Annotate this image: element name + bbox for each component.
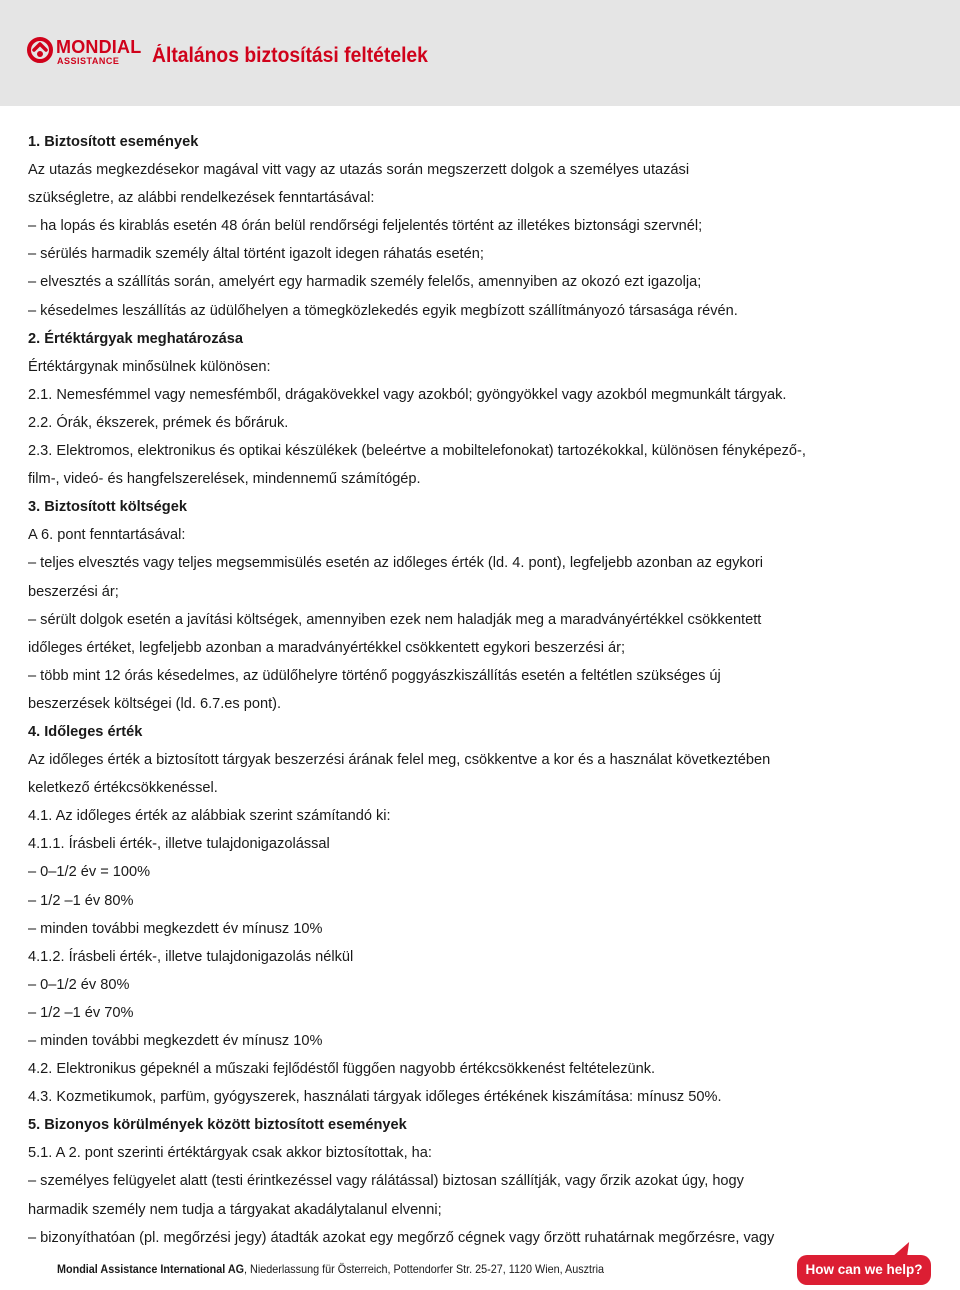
text-line: film-, videó- és hangfelszerelések, mindennemű számítógép. [28, 471, 421, 488]
text-line: 2.3. Elektromos, elektronikus és optikai készülékek (beleértve a mobiltelefonokat) tartozékokkal, különösen fényképező-, [28, 443, 806, 460]
text-line: – minden további megkezdett év mínusz 10% [28, 1033, 323, 1049]
text-line: – 0–1/2 év 80% [28, 976, 130, 993]
text-line: 2.1. Nemesfémmel vagy nemesfémből, drágakövekkel vagy azokból; gyöngyökkel vagy azokból megmunkált tárgyak. [28, 386, 787, 403]
mondial-logo[interactable] [26, 36, 142, 72]
mondial-emblem-icon [26, 36, 56, 66]
text-line: – elvesztés a szállítás során, amelyért egy harmadik személy felelős, amennyiben az okozó ezt igazolja; [28, 274, 702, 291]
text-line: – sérülés harmadik személy által történt igazolt idegen ráhatás esetén; [28, 246, 484, 263]
page-header [0, 0, 960, 106]
text-line: – minden további megkezdett év mínusz 10% [28, 920, 323, 937]
logo-subtitle: ASSISTANCE [57, 56, 120, 66]
text-line: Értéktárgynak minősülnek különösen: [28, 358, 271, 375]
text-line: 4.1.1. Írásbeli érték-, illetve tulajdonigazolással [28, 836, 330, 853]
text-line: – 1/2 –1 év 80% [28, 892, 134, 909]
logo-name: MONDIAL [56, 37, 142, 57]
text-line: szükségletre, az alábbi rendelkezések fenntartásával: [28, 190, 375, 207]
section-heading: 5. Bizonyos körülmények között biztosított események [28, 1117, 407, 1134]
text-line: – 0–1/2 év = 100% [28, 864, 151, 881]
text-line: 4.1.2. Írásbeli érték-, illetve tulajdonigazolás nélkül [28, 948, 354, 965]
page-title: Általános biztosítási feltételek [152, 44, 428, 67]
footer [57, 1261, 604, 1277]
section-heading: 3. Biztosított költségek [28, 499, 187, 516]
text-line: beszerzési ár; [28, 583, 119, 600]
text-line: 4.2. Elektronikus gépeknél a műszaki fejlődéstől függően nagyobb értékcsökkenést feltételezünk. [28, 1061, 656, 1078]
text-line: Az időleges érték a biztosított tárgyak beszerzési árának felel meg, csökkentve a kor és a használat következtében [28, 752, 771, 769]
document-body [28, 128, 928, 1252]
section-heading: 2. Értéktárgyak meghatározása [28, 330, 243, 347]
text-line: Az utazás megkezdésekor magával vitt vagy az utazás során megszerzett dolgok a személyes utazási [28, 162, 690, 179]
text-line: A 6. pont fenntartásával: [28, 527, 186, 544]
section-heading: 1. Biztosított események [28, 134, 199, 150]
text-line: 5.1. A 2. pont szerinti értéktárgyak csak akkor biztosítottak, ha: [28, 1145, 432, 1162]
text-line: – 1/2 –1 év 70% [28, 1004, 134, 1021]
text-line: – ha lopás és kirablás esetén 48 órán belül rendőrségi feljelentés történt az illetékes biztonsági szervnél; [28, 218, 703, 235]
help-button-label: How can we help? [797, 1255, 931, 1285]
text-line: beszerzések költségei (ld. 6.7.es pont). [28, 695, 282, 712]
help-button[interactable] [797, 1242, 931, 1286]
footer-address: , Niederlassung für Österreich, Pottendorfer Str. 25-27, 1120 Wien, Ausztria [244, 1262, 605, 1276]
text-line: – késedelmes leszállítás az üdülőhelyen a tömegközlekedés egyik megbízott szállítmányozó társasága révén. [28, 302, 738, 319]
text-line: – több mint 12 órás késedelmes, az üdülőhelyre történő poggyászkiszállítás esetén a feltétlen szükséges új [28, 667, 721, 684]
text-line: – teljes elvesztés vagy teljes megsemmisülés esetén az időleges érték (ld. 4. pont), legfeljebb azonban az egykori [28, 555, 763, 572]
footer-company: Mondial Assistance International AG [57, 1262, 245, 1276]
text-line: – sérült dolgok esetén a javítási költségek, amennyiben ezek nem haladják meg a maradványértékkel csökkentett [28, 611, 762, 628]
text-line: harmadik személy nem tudja a tárgyakat akadálytalanul elvenni; [28, 1201, 442, 1218]
text-line: – bizonyíthatóan (pl. megőrzési jegy) átadták azokat egy megőrző cégnek vagy őrzött ruhatárnak megőrzésre, vagy [28, 1229, 775, 1246]
text-line: 4.3. Kozmetikumok, parfüm, gyógyszerek, használati tárgyak időleges értékének kiszámítása: mínusz 50%. [28, 1089, 722, 1106]
section-heading: 4. Időleges érték [28, 723, 143, 740]
text-line: 2.2. Órák, ékszerek, prémek és bőráruk. [28, 414, 289, 431]
text-line: 4.1. Az időleges érték az alábbiak szerint számítandó ki: [28, 808, 391, 825]
text-line: keletkező értékcsökkenéssel. [28, 780, 218, 797]
text-line: időleges értéket, legfeljebb azonban a maradványértékkel csökkentett egykori beszerzési ár; [28, 639, 626, 656]
text-line: – személyes felügyelet alatt (testi érintkezéssel vagy rálátással) biztosan szállítják, vagy őrzik azokat úgy, hogy [28, 1173, 744, 1190]
